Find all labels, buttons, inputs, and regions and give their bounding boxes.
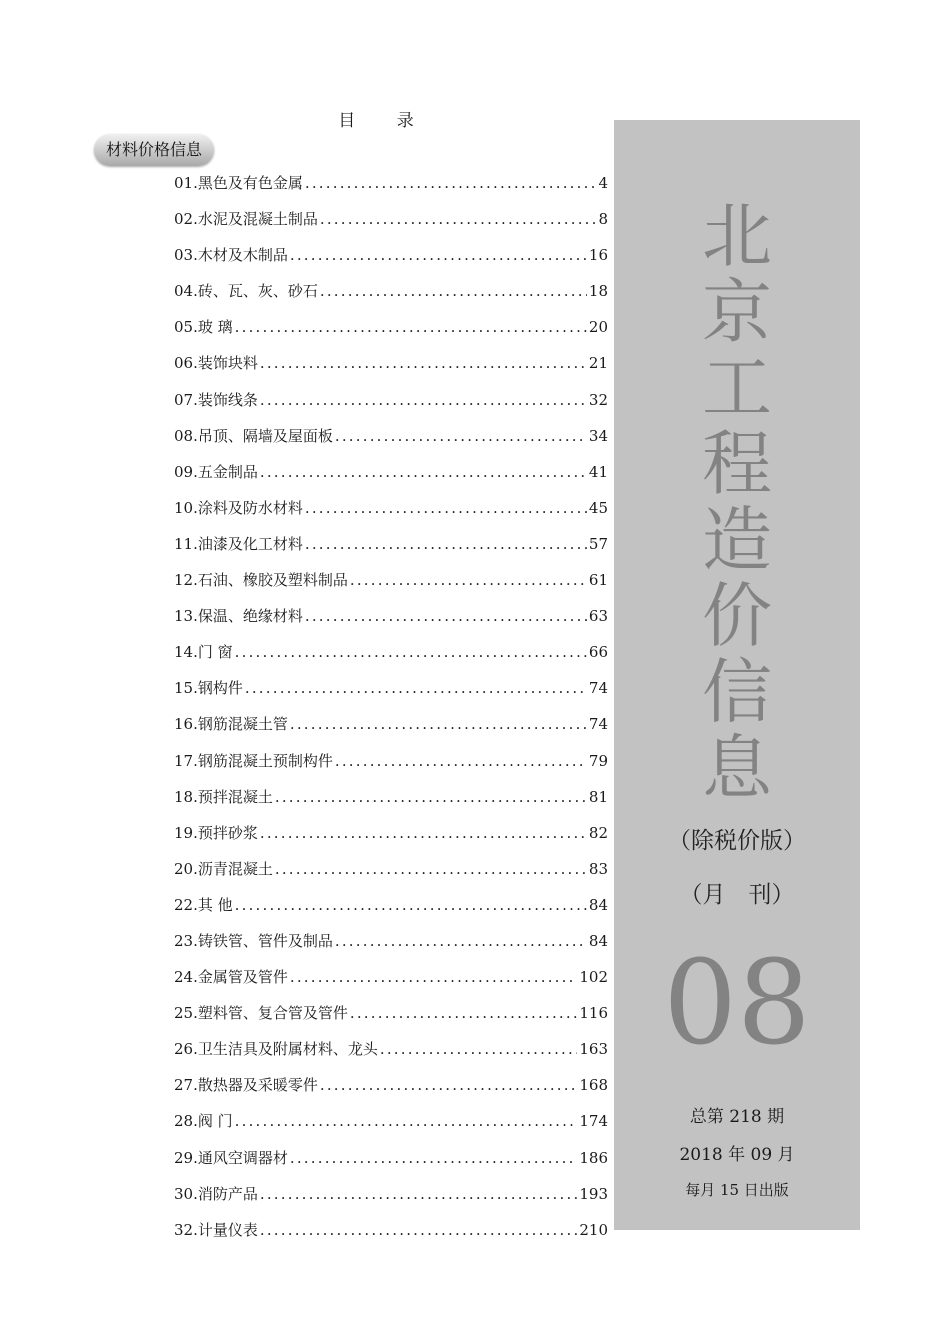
publication-date: 2018 年 09 月 — [679, 1145, 795, 1165]
toc-dot-leader — [320, 1070, 577, 1100]
toc-entry-number: 02. — [174, 210, 198, 229]
toc-dot-leader — [245, 673, 587, 703]
toc-entry-page: 21 — [588, 354, 608, 373]
toc-entry-label: 其 他 — [197, 895, 233, 914]
toc-entry[interactable] — [174, 1106, 608, 1142]
toc-entry-label: 预拌砂浆 — [197, 823, 258, 842]
toc-entry-number: 26. — [174, 1040, 198, 1059]
section-badge: 材料价格信息 — [94, 134, 214, 166]
toc-dot-leader — [275, 854, 587, 884]
toc-entry-number: 18. — [174, 787, 198, 806]
toc-entry-page: 193 — [579, 1184, 608, 1203]
toc-dot-leader — [350, 565, 587, 595]
toc-title: 目 录 — [338, 111, 432, 131]
toc-dot-leader — [290, 962, 577, 992]
toc-dot-leader — [260, 1179, 577, 1209]
toc-entry-label: 钢构件 — [197, 679, 243, 698]
toc-entry-label: 卫生洁具及附属材料、龙头 — [197, 1040, 378, 1059]
toc-dot-leader — [290, 240, 587, 270]
toc-entry[interactable] — [174, 240, 608, 276]
toc-entry[interactable] — [174, 348, 608, 384]
toc-entry-number: 28. — [174, 1112, 198, 1131]
toc-entry-label: 木材及木制品 — [197, 246, 288, 265]
toc-entry[interactable] — [174, 421, 608, 457]
toc-entry-page: 116 — [579, 1004, 608, 1023]
toc-entry-page: 20 — [588, 318, 608, 337]
cover-side-panel — [614, 120, 860, 1230]
magazine-title-char: 息 — [702, 727, 772, 809]
toc-entry-page: 34 — [588, 426, 608, 445]
total-issue: 总第 218 期 — [689, 1107, 785, 1127]
toc-entry-label: 计量仪表 — [197, 1220, 258, 1239]
toc-entry[interactable] — [174, 818, 608, 854]
toc-entry-page: 18 — [588, 282, 608, 301]
toc-entry[interactable] — [174, 746, 608, 782]
issue-number: 08 — [663, 936, 811, 1071]
toc-entry-label: 门 窗 — [197, 643, 233, 662]
toc-dot-leader — [235, 312, 587, 342]
toc-entry[interactable] — [174, 1179, 608, 1215]
toc-entry-number: 04. — [174, 282, 198, 301]
toc-entry[interactable] — [174, 204, 608, 240]
toc-entry-number: 09. — [174, 462, 198, 481]
magazine-title — [614, 195, 860, 809]
toc-entry[interactable] — [174, 1034, 608, 1070]
toc-entry[interactable] — [174, 385, 608, 421]
toc-dot-leader — [305, 529, 587, 559]
toc-entry-page: 16 — [588, 246, 608, 265]
toc-entry[interactable] — [174, 962, 608, 998]
toc-entry[interactable] — [174, 457, 608, 493]
toc-dot-leader — [335, 746, 587, 776]
toc-entry[interactable] — [174, 854, 608, 890]
toc-dot-leader — [275, 782, 587, 812]
toc-entry[interactable] — [174, 276, 608, 312]
toc-entry-label: 吊顶、隔墙及屋面板 — [197, 426, 333, 445]
toc-entry-page: 174 — [579, 1112, 608, 1131]
toc-entry-number: 05. — [174, 318, 198, 337]
period-label: （月 刊） — [679, 882, 795, 908]
toc-entry-label: 通风空调器材 — [197, 1148, 288, 1167]
toc-entry-number: 22. — [174, 895, 198, 914]
toc-entry-label: 阀 门 — [197, 1112, 233, 1131]
toc-dot-leader — [260, 1215, 577, 1245]
toc-entry-page: 79 — [588, 751, 608, 770]
toc-entry[interactable] — [174, 637, 608, 673]
toc-entry-number: 08. — [174, 426, 198, 445]
toc-entry-label: 沥青混凝土 — [197, 859, 273, 878]
toc-entry-label: 装饰块料 — [197, 354, 258, 373]
toc-entry-number: 19. — [174, 823, 198, 842]
toc-entry-label: 钢筋混凝土管 — [197, 715, 288, 734]
magazine-title-char: 造 — [702, 499, 772, 581]
toc-entry-page: 168 — [579, 1076, 608, 1095]
toc-entry[interactable] — [174, 926, 608, 962]
magazine-title-char: 工 — [702, 347, 772, 429]
toc-dot-leader — [260, 385, 587, 415]
toc-entry-number: 10. — [174, 498, 198, 517]
toc-entry-label: 预拌混凝土 — [197, 787, 273, 806]
toc-entry[interactable] — [174, 1143, 608, 1179]
toc-entry[interactable] — [174, 565, 608, 601]
toc-entry-number: 15. — [174, 679, 198, 698]
toc-entry-label: 装饰线条 — [197, 390, 258, 409]
toc-entry-number: 12. — [174, 571, 198, 590]
toc-entry[interactable] — [174, 998, 608, 1034]
toc-entry-page: 8 — [598, 210, 608, 229]
toc-dot-leader — [305, 601, 587, 631]
toc-entry[interactable] — [174, 782, 608, 818]
toc-entry-label: 塑料管、复合管及管件 — [197, 1004, 348, 1023]
toc-dot-leader — [260, 457, 587, 487]
toc-dot-leader — [320, 204, 597, 234]
toc-entry-label: 散热器及采暖零件 — [197, 1076, 318, 1095]
toc-entry-label: 玻 璃 — [197, 318, 233, 337]
magazine-title-char: 京 — [702, 271, 772, 353]
toc-entry-label: 消防产品 — [197, 1184, 258, 1203]
toc-entry-page: 102 — [579, 968, 608, 987]
toc-dot-leader — [335, 421, 587, 451]
toc-entry-number: 27. — [174, 1076, 198, 1095]
magazine-title-char: 程 — [702, 423, 772, 505]
toc-entry-label: 石油、橡胶及塑料制品 — [197, 571, 348, 590]
toc-entry-page: 210 — [579, 1220, 608, 1239]
toc-entry-label: 保温、绝缘材料 — [197, 607, 303, 626]
toc-entry-page: 63 — [588, 607, 608, 626]
toc-list — [174, 168, 608, 1251]
toc-entry-page: 4 — [598, 174, 608, 192]
toc-entry-label: 钢筋混凝土预制构件 — [197, 751, 333, 770]
toc-entry-number: 17. — [174, 751, 198, 770]
toc-dot-leader — [305, 168, 597, 198]
toc-entry-number: 29. — [174, 1148, 198, 1167]
toc-dot-leader — [335, 926, 587, 956]
edition-label: （除税价版） — [668, 828, 806, 854]
magazine-title-char: 信 — [702, 651, 772, 733]
toc-entry-page: 61 — [588, 571, 608, 590]
toc-entry[interactable] — [174, 709, 608, 745]
toc-entry-number: 14. — [174, 643, 198, 662]
magazine-title-char: 价 — [702, 575, 772, 657]
toc-entry[interactable] — [174, 673, 608, 709]
toc-entry-number: 30. — [174, 1184, 198, 1203]
toc-entry-label: 油漆及化工材料 — [197, 534, 303, 553]
toc-entry-number: 07. — [174, 390, 198, 409]
toc-entry-label: 五金制品 — [197, 462, 258, 481]
toc-entry-label: 黑色及有色金属 — [197, 174, 303, 192]
toc-dot-leader — [235, 890, 587, 920]
toc-entry-number: 16. — [174, 715, 198, 734]
toc-dot-leader — [320, 276, 587, 306]
toc-entry-page: 66 — [588, 643, 608, 662]
toc-entry-number: 06. — [174, 354, 198, 373]
toc-dot-leader — [290, 1143, 577, 1173]
toc-entry-number: 32. — [174, 1220, 198, 1239]
toc-entry-label: 铸铁管、管件及制品 — [197, 931, 333, 950]
toc-entry-number: 11. — [174, 534, 198, 553]
toc-entry-page: 83 — [588, 859, 608, 878]
toc-entry-label: 水泥及混凝土制品 — [197, 210, 318, 229]
toc-entry-page: 32 — [588, 390, 608, 409]
toc-entry-page: 81 — [588, 787, 608, 806]
toc-entry-page: 84 — [588, 895, 608, 914]
toc-entry-number: 25. — [174, 1004, 198, 1023]
release-schedule: 每月 15 日出版 — [685, 1181, 789, 1199]
toc-dot-leader — [260, 818, 587, 848]
toc-entry-label: 涂料及防水材料 — [197, 498, 303, 517]
toc-entry-page: 84 — [588, 931, 608, 950]
toc-entry[interactable] — [174, 312, 608, 348]
toc-entry[interactable] — [174, 529, 608, 565]
toc-entry-number: 03. — [174, 246, 198, 265]
toc-entry-page: 82 — [588, 823, 608, 842]
toc-dot-leader — [305, 493, 587, 523]
toc-entry[interactable] — [174, 890, 608, 926]
toc-entry[interactable] — [174, 1070, 608, 1106]
toc-entry-page: 186 — [579, 1148, 608, 1167]
toc-dot-leader — [290, 709, 587, 739]
toc-entry-page: 57 — [588, 534, 608, 553]
toc-entry-number: 20. — [174, 859, 198, 878]
toc-entry-number: 13. — [174, 607, 198, 626]
toc-entry-label: 砖、瓦、灰、砂石 — [197, 282, 318, 301]
toc-entry[interactable] — [174, 1215, 608, 1251]
toc-dot-leader — [350, 998, 577, 1028]
toc-entry-page: 41 — [588, 462, 608, 481]
toc-entry-page: 74 — [588, 679, 608, 698]
toc-entry[interactable] — [174, 601, 608, 637]
toc-entry-number: 01. — [174, 174, 198, 192]
toc-entry[interactable] — [174, 493, 608, 529]
toc-entry-page: 45 — [588, 498, 608, 517]
toc-entry-label: 金属管及管件 — [197, 968, 288, 987]
toc-entry-page: 163 — [579, 1040, 608, 1059]
toc-entry-number: 23. — [174, 931, 198, 950]
toc-dot-leader — [235, 637, 587, 667]
toc-dot-leader — [260, 348, 587, 378]
toc-dot-leader — [235, 1106, 578, 1136]
toc-entry-number: 24. — [174, 968, 198, 987]
toc-dot-leader — [380, 1034, 577, 1064]
toc-entry[interactable] — [174, 168, 608, 204]
toc-entry-page: 74 — [588, 715, 608, 734]
magazine-title-char: 北 — [702, 195, 772, 277]
